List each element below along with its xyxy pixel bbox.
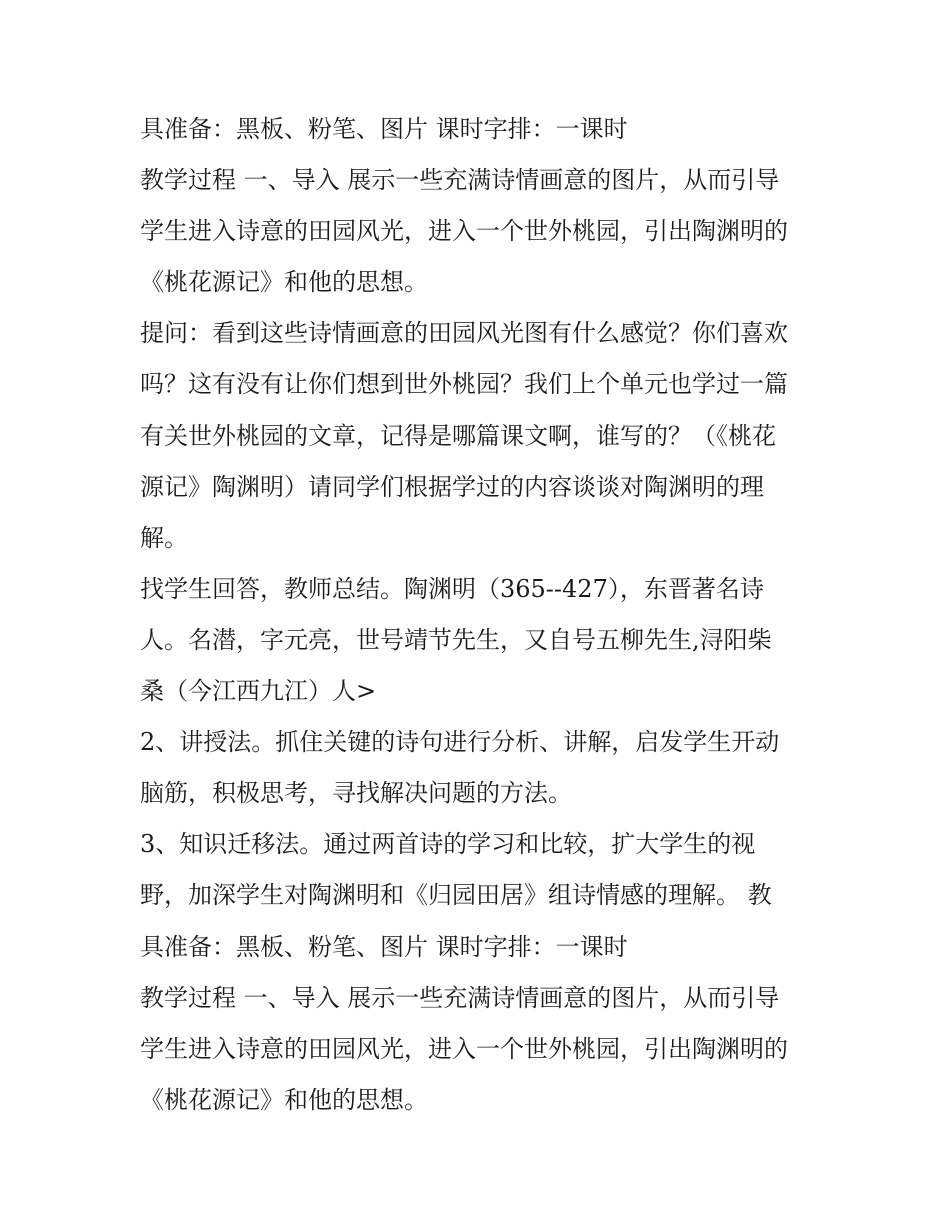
text-line: 教学过程 一、导入 展示一些充满诗情画意的图片，从而引导 [140, 166, 780, 195]
text-line: 脑筋，积极思考，寻找解决问题的方法。 [140, 779, 572, 808]
text-line: 具准备：黑板、粉笔、图片 课时字排：一课时 [140, 932, 628, 961]
text-line: 吗？这有没有让你们想到世外桃园？我们上个单元也学过一篇 [140, 370, 788, 399]
text-line: 《桃花源记》和他的思想。 [140, 1085, 428, 1114]
text-line: 学生进入诗意的田园风光，进入一个世外桃园，引出陶渊明的 [140, 1034, 788, 1063]
text-line: 有关世外桃园的文章，记得是哪篇课文啊，谁写的？（《桃花 [140, 421, 776, 450]
text-line: 找学生回答，教师总结。陶渊明（365--427），东晋著名诗 [140, 574, 764, 603]
text-line: 野，加深学生对陶渊明和《归园田居》组诗情感的理解。 教 [140, 881, 772, 910]
text-line: 具准备：黑板、粉笔、图片 课时字排：一课时 [140, 115, 628, 143]
text-line: 2、讲授法。抓住关键的诗句进行分析、讲解，启发学生开动 [140, 728, 780, 757]
text-line: 解。 [140, 523, 188, 552]
text-line: 3、知识迁移法。通过两首诗的学习和比较，扩大学生的视 [140, 830, 756, 859]
text-line: 桑（今江西九江）人> [140, 677, 377, 706]
text-line: 学生进入诗意的田园风光，进入一个世外桃园，引出陶渊明的 [140, 217, 788, 246]
text-line: 人。名潜，字元亮，世号靖节先生，又自号五柳先生,浔阳柴 [140, 625, 772, 654]
text-line: 教学过程 一、导入 展示一些充满诗情画意的图片，从而引导 [140, 983, 780, 1012]
body-text [140, 104, 820, 1126]
text-line: 源记》陶渊明）请同学们根据学过的内容谈谈对陶渊明的理 [140, 472, 764, 501]
text-line: 《桃花源记》和他的思想。 [140, 268, 428, 297]
text-line: 提问：看到这些诗情画意的田园风光图有什么感觉？你们喜欢 [140, 319, 788, 348]
